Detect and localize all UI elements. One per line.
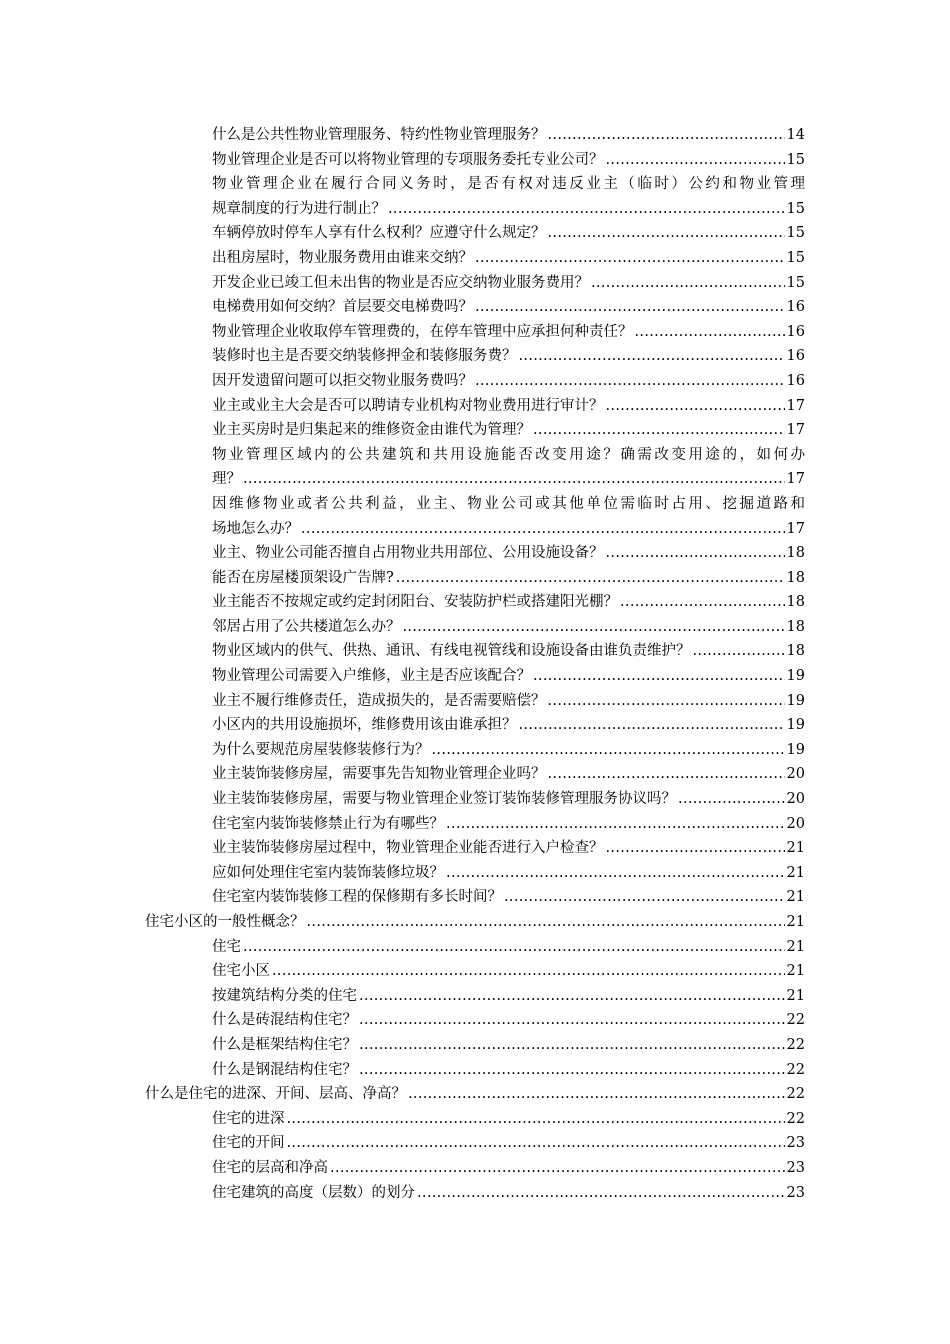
toc-entry-title: 场地怎么办？ <box>212 520 299 537</box>
toc-entry-title: 住宅小区 <box>212 963 270 980</box>
toc-entry-page-number: 17 <box>786 520 805 537</box>
toc-entry-title: 业主买房时是归集起来的维修资金由谁代为管理？ <box>212 422 531 439</box>
toc-entry[interactable] <box>212 689 805 714</box>
toc-entry-page-number: 16 <box>786 348 805 365</box>
toc-entry[interactable] <box>212 541 805 566</box>
dot-leader <box>475 369 785 394</box>
dot-leader <box>533 664 785 689</box>
dot-leader <box>475 295 785 320</box>
toc-entry-page-number: 22 <box>786 1036 805 1053</box>
dot-leader <box>606 394 785 419</box>
toc-entry[interactable] <box>145 1082 805 1107</box>
dot-leader <box>693 639 785 664</box>
toc-entry-title: 住宅小区的一般性概念？ <box>145 914 305 930</box>
dot-leader <box>408 1082 785 1107</box>
dot-leader <box>519 344 785 369</box>
dot-leader <box>519 713 785 738</box>
dot-leader <box>359 984 785 1009</box>
toc-entry[interactable] <box>212 1181 805 1206</box>
dot-leader <box>272 959 785 984</box>
toc-entry[interactable] <box>212 271 805 296</box>
toc-entry-page-number: 21 <box>786 987 805 1004</box>
toc-entry[interactable] <box>212 394 805 419</box>
dot-leader <box>635 320 785 345</box>
toc-entry[interactable] <box>212 320 805 345</box>
toc-entry-title: 业主装饰装修房屋，需要事先告知物业管理企业吗？ <box>212 766 546 783</box>
toc-entry[interactable] <box>212 1107 805 1132</box>
toc-entry[interactable] <box>212 1131 805 1156</box>
toc-entry[interactable] <box>212 664 805 689</box>
toc-entry-title: 住宅的开间 <box>212 1135 285 1152</box>
toc-entry-page-number: 20 <box>786 791 805 808</box>
toc-entry-title: 业主装饰装修房屋，需要与物业管理企业签订装饰装修管理服务协议吗？ <box>212 791 676 808</box>
toc-entry-page-number: 22 <box>786 1110 805 1127</box>
toc-entry-page-number: 21 <box>786 840 805 857</box>
toc-entry-page-number: 15 <box>786 200 805 217</box>
dot-leader <box>533 418 785 443</box>
toc-entry-page-number: 21 <box>786 938 805 955</box>
dot-leader <box>446 861 785 886</box>
toc-entry-title: 物业管理企业收取停车管理费的，在停车管理中应承担何种责任？ <box>212 323 633 340</box>
toc-entry-title: 住宅室内装饰装修工程的保修期有多长时间？ <box>212 889 502 906</box>
dot-leader <box>446 812 785 837</box>
toc-entry-page-number: 22 <box>786 1086 805 1103</box>
dot-leader <box>287 1131 785 1156</box>
toc-entry[interactable] <box>212 369 805 394</box>
toc-entry-page-number: 15 <box>786 151 805 168</box>
toc-entry-page-number: 21 <box>786 889 805 906</box>
toc-entry[interactable] <box>212 885 805 910</box>
toc-entry[interactable] <box>212 1033 805 1058</box>
toc-entry-page-number: 19 <box>786 668 805 685</box>
toc-entry-page-number: 17 <box>786 422 805 439</box>
toc-entry-title: 住宅的层高和净高 <box>212 1159 328 1176</box>
toc-entry[interactable] <box>212 1008 805 1033</box>
toc-entry[interactable] <box>212 738 805 763</box>
toc-entry-page-number: 21 <box>786 963 805 980</box>
toc-entry-page-number: 16 <box>786 299 805 316</box>
dot-leader <box>548 123 785 148</box>
toc-entry-title: 住宅室内装饰装修禁止行为有哪些？ <box>212 815 444 832</box>
toc-entry-page-number: 18 <box>786 545 805 562</box>
dot-leader <box>475 246 785 271</box>
dot-leader <box>620 590 785 615</box>
dot-leader <box>606 541 785 566</box>
toc-entry-page-number: 20 <box>786 766 805 783</box>
toc-entry[interactable] <box>212 344 805 369</box>
toc-entry-title: 业主装饰装修房屋过程中，物业管理企业能否进行入户检查？ <box>212 840 604 857</box>
toc-entry-page-number: 18 <box>786 618 805 635</box>
toc-entry-title: 装修时也主是否要交纳装修押金和装修服务费？ <box>212 348 517 365</box>
toc-entry-title: 出租房屋时，物业服务费用由谁来交纳？ <box>212 249 473 266</box>
toc-entry-page-number: 17 <box>786 471 805 488</box>
dot-leader <box>548 221 785 246</box>
table-of-contents <box>0 123 950 1205</box>
toc-entry-page-number: 21 <box>786 914 805 930</box>
dot-leader <box>417 1181 785 1206</box>
toc-entry-page-number: 22 <box>786 1012 805 1029</box>
toc-entry-title: 应如何处理住宅室内装饰装修垃圾？ <box>212 864 444 881</box>
dot-leader <box>591 271 785 296</box>
toc-entry[interactable] <box>212 615 805 640</box>
toc-entry-title: 什么是公共性物业管理服务、特约性物业管理服务？ <box>212 127 546 143</box>
toc-entry[interactable] <box>212 443 805 492</box>
toc-entry-page-number: 16 <box>786 323 805 340</box>
dot-leader <box>330 1156 785 1181</box>
toc-entry-page-number: 18 <box>786 569 805 586</box>
toc-entry-title: 住宅 <box>212 938 241 955</box>
toc-entry[interactable] <box>212 246 805 271</box>
dot-leader <box>287 1107 785 1132</box>
toc-entry[interactable] <box>212 861 805 886</box>
dot-leader <box>396 566 785 591</box>
toc-entry-title: 住宅的进深 <box>212 1110 285 1127</box>
dot-leader <box>243 935 785 960</box>
toc-entry[interactable] <box>212 787 805 812</box>
dot-leader <box>359 1058 785 1083</box>
toc-entry-title: 业主、物业公司能否擅自占用物业共用部位、公用设施设备？ <box>212 545 604 562</box>
toc-entry-page-number: 16 <box>786 372 805 389</box>
toc-entry-title: 物业区域内的供气、供热、通讯、有线电视管线和设施设备由谁负责维护？ <box>212 643 691 660</box>
toc-entry[interactable] <box>212 812 805 837</box>
toc-entry[interactable] <box>212 935 805 960</box>
toc-entry[interactable] <box>145 910 805 935</box>
toc-entry-page-number: 22 <box>786 1061 805 1078</box>
toc-entry-page-number: 19 <box>786 741 805 758</box>
toc-entry-title: 为什么要规范房屋装修装修行为？ <box>212 741 430 758</box>
dot-leader <box>307 910 785 935</box>
toc-entry-page-number: 15 <box>786 225 805 242</box>
dot-leader <box>606 836 785 861</box>
toc-entry-title: 住宅建筑的高度（层数）的划分 <box>212 1184 415 1201</box>
dot-leader <box>403 615 785 640</box>
toc-entry-page-number: 15 <box>786 274 805 291</box>
toc-entry-title: 什么是框架结构住宅？ <box>212 1036 357 1053</box>
toc-entry-title-line1: 物业管理企业在履行合同义务时，是否有权对违反业主（临时）公约和物业管理 <box>212 176 805 193</box>
toc-entry-page-number: 17 <box>786 397 805 414</box>
toc-entry-page-number: 18 <box>786 643 805 660</box>
toc-entry-title-line1: 物业管理区域内的公共建筑和共用设施能否改变用途？确需改变用途的，如何办 <box>212 446 805 463</box>
toc-entry[interactable] <box>212 492 805 541</box>
toc-entry[interactable] <box>212 639 805 664</box>
toc-entry-title: 邻居占用了公共楼道怎么办？ <box>212 618 401 635</box>
toc-entry[interactable] <box>212 566 805 591</box>
toc-entry-title: 按建筑结构分类的住宅 <box>212 987 357 1004</box>
toc-entry-page-number: 21 <box>786 864 805 881</box>
toc-entry-title: 小区内的共用设施损坏，维修费用该由谁承担？ <box>212 717 517 734</box>
toc-entry[interactable] <box>212 762 805 787</box>
toc-entry-title: 开发企业已竣工但未出售的物业是否应交纳物业服务费用？ <box>212 274 589 291</box>
toc-entry-title: 因开发遗留问题可以拒交物业服务费吗？ <box>212 372 473 389</box>
toc-entry-title: 物业管理公司需要入户维修，业主是否应该配合？ <box>212 668 531 685</box>
dot-leader <box>359 1008 785 1033</box>
toc-entry-title: 业主能否不按规定或约定封闭阳台、安装防护栏或搭建阳光棚？ <box>212 594 618 611</box>
dot-leader <box>432 738 785 763</box>
toc-entry-title: 电梯费用如何交纳？首层要交电梯费吗？ <box>212 299 473 316</box>
toc-entry[interactable] <box>212 295 805 320</box>
toc-entry-page-number: 23 <box>786 1184 805 1201</box>
dot-leader <box>504 885 785 910</box>
toc-entry-title-line1: 因维修物业或者公共利益，业主、物业公司或其他单位需临时占用、挖掘道路和 <box>212 495 805 512</box>
toc-entry[interactable] <box>212 984 805 1009</box>
toc-entry[interactable] <box>212 959 805 984</box>
toc-entry[interactable] <box>212 836 805 861</box>
toc-entry-title: 能否在房屋楼顶架设广告牌? <box>212 569 394 586</box>
toc-entry[interactable] <box>212 148 805 173</box>
toc-entry-title: 物业管理企业是否可以将物业管理的专项服务委托专业公司？ <box>212 151 604 168</box>
dot-leader <box>243 467 785 492</box>
toc-entry-page-number: 23 <box>786 1135 805 1152</box>
dot-leader <box>678 787 785 812</box>
toc-entry-title: 什么是钢混结构住宅？ <box>212 1061 357 1078</box>
toc-entry-page-number: 23 <box>786 1159 805 1176</box>
toc-entry[interactable] <box>212 713 805 738</box>
toc-entry[interactable] <box>212 123 805 148</box>
toc-entry-title: 车辆停放时停车人享有什么权利？应遵守什么规定？ <box>212 225 546 242</box>
toc-entry[interactable] <box>212 1156 805 1181</box>
toc-entry-page-number: 15 <box>786 249 805 266</box>
toc-entry-title: 规章制度的行为进行制止？ <box>212 200 386 217</box>
toc-entry[interactable] <box>212 590 805 615</box>
toc-entry-title: 业主或业主大会是否可以聘请专业机构对物业费用进行审计？ <box>212 397 604 414</box>
toc-entry-title: 什么是住宅的进深、开间、层高、净高？ <box>145 1086 406 1103</box>
dot-leader <box>548 762 785 787</box>
toc-entry[interactable] <box>212 418 805 443</box>
dot-leader <box>388 197 785 222</box>
toc-entry[interactable] <box>212 172 805 221</box>
toc-entry-title: 什么是砖混结构住宅？ <box>212 1012 357 1029</box>
toc-entry-page-number: 19 <box>786 692 805 709</box>
toc-entry-page-number: 20 <box>786 815 805 832</box>
toc-entry-page-number: 19 <box>786 717 805 734</box>
dot-leader <box>301 517 785 542</box>
toc-entry[interactable] <box>212 1058 805 1083</box>
dot-leader <box>548 689 785 714</box>
toc-entry-page-number: 18 <box>786 594 805 611</box>
dot-leader <box>359 1033 785 1058</box>
dot-leader <box>606 148 785 173</box>
toc-entry[interactable] <box>212 221 805 246</box>
toc-entry-title: 理？ <box>212 471 241 488</box>
toc-entry-title: 业主不履行维修责任，造成损失的，是否需要赔偿？ <box>212 692 546 709</box>
toc-entry-page-number: 14 <box>786 127 805 143</box>
